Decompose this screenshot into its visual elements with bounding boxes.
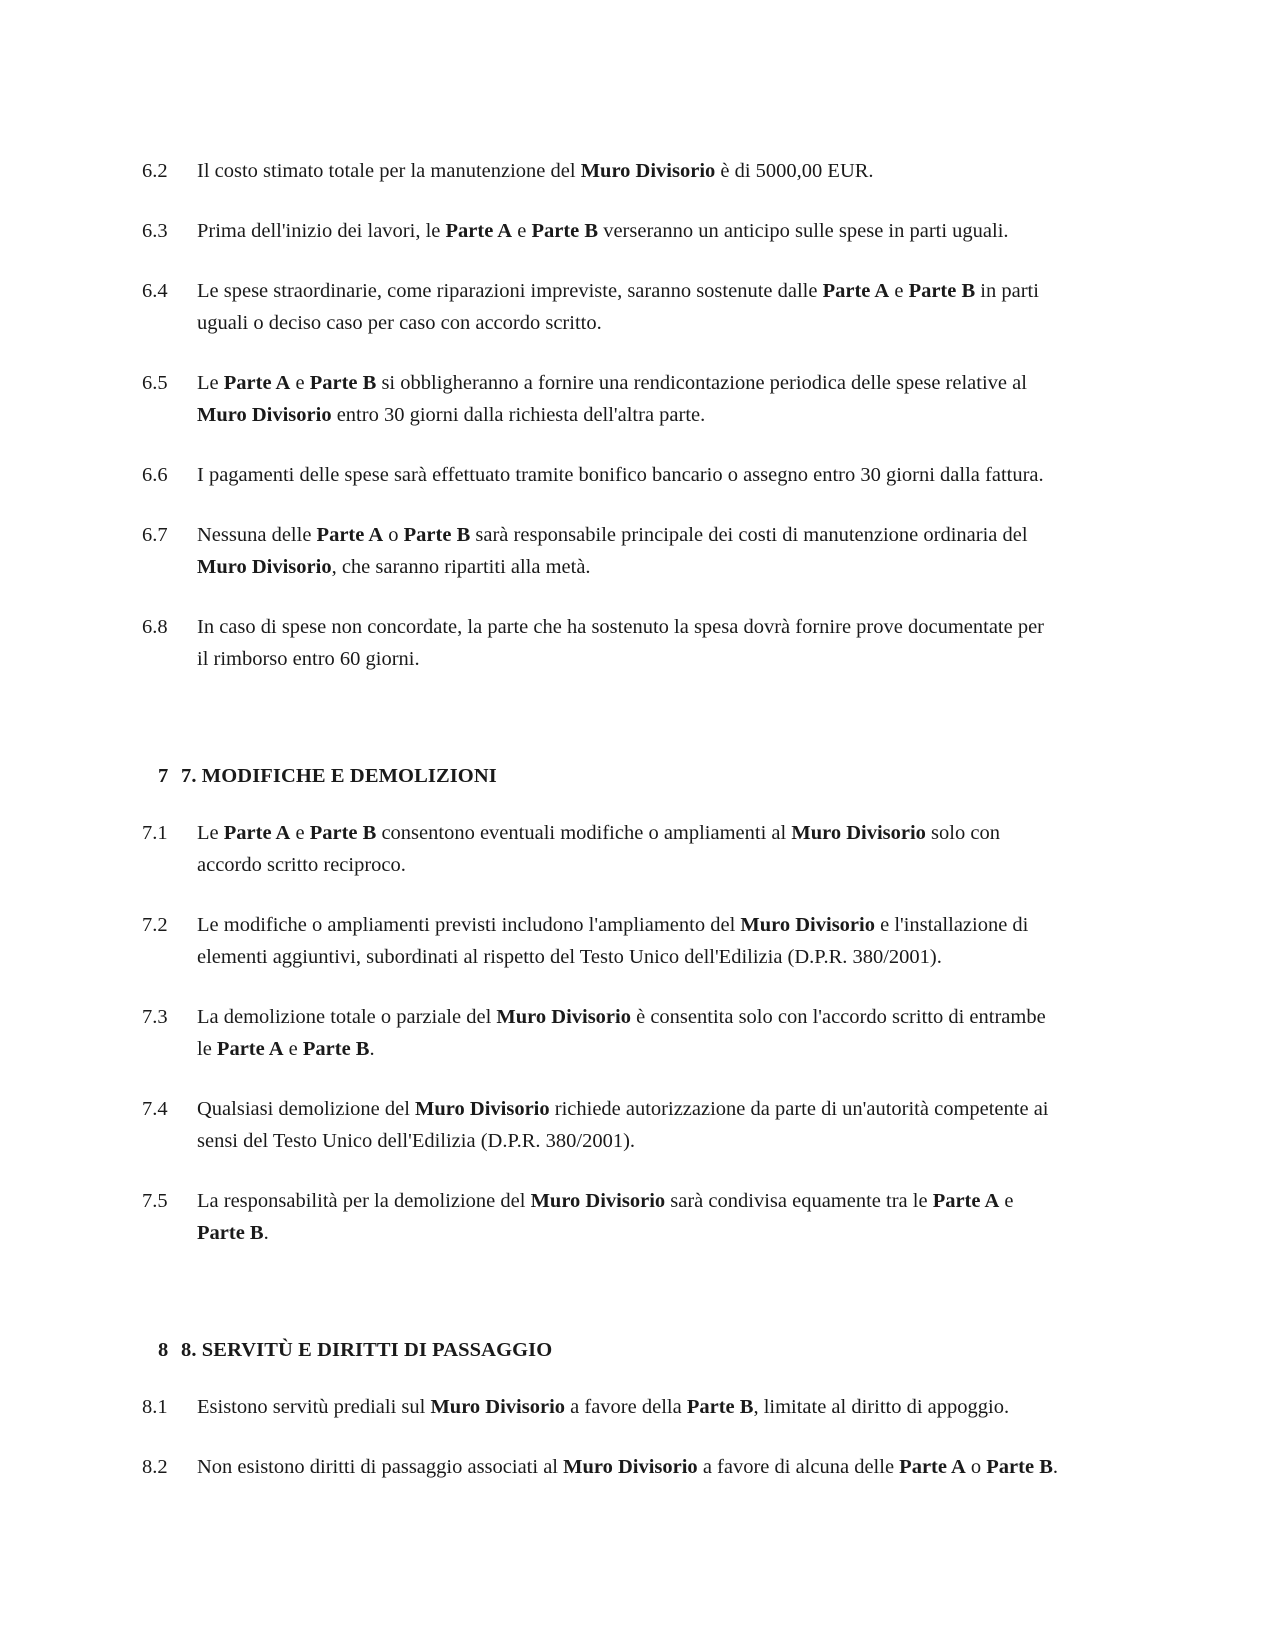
section-spacer xyxy=(142,1277,1060,1335)
clause-text-run: Il costo stimato totale per la manutenzione del xyxy=(197,160,581,182)
clause-text-run: e xyxy=(283,1038,303,1060)
clause-text-run: Le xyxy=(197,372,224,394)
clause-text-run: in parti uguali o deciso caso per caso con accordo scritto. xyxy=(197,280,1039,334)
clause-text-run: Le modifiche o ampliamenti previsti includono l'ampliamento del xyxy=(197,914,741,936)
defined-term: Muro Divisorio xyxy=(563,1456,698,1478)
clause-text-run: e l'installazione di elementi aggiuntivi, subordinati al rispetto del Testo Unico dell'Edilizia (D.P.R. 380/2001). xyxy=(197,914,1029,968)
clause-text-run: , limitate al diritto di appoggio. xyxy=(753,1396,1010,1418)
clause-text xyxy=(197,275,1060,339)
clause-text-run: si obbligheranno a fornire una rendicontazione periodica delle spese relative al xyxy=(376,372,1027,394)
clause-row xyxy=(142,1093,1060,1157)
clause-number: 6.3 xyxy=(142,220,168,242)
defined-term: Parte A xyxy=(216,1038,284,1060)
clause-text-run: e xyxy=(889,280,909,302)
defined-term: Parte B xyxy=(908,280,976,302)
clause-text xyxy=(197,155,1060,187)
clause-number: 7.4 xyxy=(142,1098,168,1120)
defined-term: Parte B xyxy=(986,1456,1053,1478)
clause-text-run: a favore di alcuna delle xyxy=(697,1456,900,1478)
defined-term: Muro Divisorio xyxy=(530,1190,666,1212)
section-spacer xyxy=(142,703,1060,761)
clause-text-run: Nessuna delle xyxy=(197,524,317,546)
clause-row xyxy=(142,611,1060,675)
clause-text-run: e xyxy=(290,822,310,844)
defined-term: Parte A xyxy=(445,220,513,242)
defined-term: Parte A xyxy=(223,372,291,394)
clause-number: 6.2 xyxy=(142,160,168,182)
defined-term: Parte B xyxy=(309,822,377,844)
defined-term: Muro Divisorio xyxy=(197,556,332,578)
clause-text-run: Le xyxy=(197,822,224,844)
clause-text-run: e xyxy=(999,1190,1014,1212)
clause-text-run: o xyxy=(965,1456,987,1478)
clause-text xyxy=(197,215,1060,247)
document-body xyxy=(142,155,1060,1483)
defined-term: Parte B xyxy=(197,1222,264,1244)
clause-number: 8.2 xyxy=(142,1456,168,1478)
clause-row xyxy=(142,1451,1060,1483)
clause-text-run: sarà condivisa equamente tra le xyxy=(665,1190,933,1212)
defined-term: Parte B xyxy=(531,220,599,242)
clause-number: 8.1 xyxy=(142,1396,168,1418)
clause-text xyxy=(197,1391,1060,1423)
clause-text-run: La demolizione totale o parziale del xyxy=(197,1006,497,1028)
clause-text xyxy=(197,1001,1060,1065)
section-heading-title: 7. MODIFICHE E DEMOLIZIONI xyxy=(181,765,497,787)
clause-text-run: richiede autorizzazione da parte di un'autorità competente ai sensi del Testo Unico dell'Edilizia (D.P.R. 380/2001). xyxy=(197,1098,1049,1152)
clause-row xyxy=(142,155,1060,187)
clause-row xyxy=(142,909,1060,973)
clause-text-run: a favore della xyxy=(565,1396,687,1418)
clause-text-run: , che saranno ripartiti alla metà. xyxy=(331,556,591,578)
section-heading-number: 7 xyxy=(158,765,169,787)
clause-number: 7.3 xyxy=(142,1006,168,1028)
section-heading xyxy=(142,761,1060,791)
clause-text-run: e xyxy=(512,220,532,242)
section-heading-number: 8 xyxy=(158,1339,169,1361)
clause-row xyxy=(142,215,1060,247)
defined-term: Muro Divisorio xyxy=(415,1098,550,1120)
clause-row xyxy=(142,1391,1060,1423)
defined-term: Parte A xyxy=(316,524,384,546)
defined-term: Parte B xyxy=(309,372,377,394)
clause-number: 7.1 xyxy=(142,822,168,844)
clause-text-run: La responsabilità per la demolizione del xyxy=(197,1190,531,1212)
clause-number: 6.8 xyxy=(142,616,168,638)
clause-text-run: . xyxy=(369,1038,375,1060)
clause-text-run: solo con accordo scritto reciproco. xyxy=(197,822,1000,876)
defined-term: Parte B xyxy=(403,524,471,546)
clause-text xyxy=(197,519,1060,583)
clause-text xyxy=(197,459,1060,491)
defined-term: Muro Divisorio xyxy=(740,914,875,936)
clause-text-run: Non esistono diritti di passaggio associati al xyxy=(197,1456,564,1478)
clause-row xyxy=(142,1185,1060,1249)
clause-text-run: In caso di spese non concordate, la parte che ha sostenuto la spesa dovrà fornire prove documentate per il rimborso entro 60 giorni. xyxy=(197,616,1045,670)
defined-term: Parte A xyxy=(822,280,890,302)
clause-text-run: . xyxy=(1052,1456,1059,1478)
clause-text-run: o xyxy=(383,524,404,546)
defined-term: Parte B xyxy=(302,1038,370,1060)
defined-term: Parte A xyxy=(899,1456,966,1478)
clause-number: 7.5 xyxy=(142,1190,168,1212)
clause-text-run: e xyxy=(290,372,310,394)
defined-term: Parte A xyxy=(223,822,291,844)
clause-text xyxy=(197,367,1060,431)
clause-number: 6.7 xyxy=(142,524,168,546)
section-heading-title: 8. SERVITÙ E DIRITTI DI PASSAGGIO xyxy=(181,1339,553,1361)
clause-text-run: Esistono servitù prediali sul xyxy=(197,1396,431,1418)
clause-number: 7.2 xyxy=(142,914,168,936)
clause-text xyxy=(197,1451,1060,1483)
defined-term: Muro Divisorio xyxy=(580,160,716,182)
clause-text xyxy=(197,1185,1060,1249)
defined-term: Muro Divisorio xyxy=(791,822,926,844)
clause-row xyxy=(142,367,1060,431)
defined-term: Muro Divisorio xyxy=(197,404,332,426)
clause-row xyxy=(142,1001,1060,1065)
clause-text-run: . xyxy=(263,1222,269,1244)
clause-row xyxy=(142,275,1060,339)
clause-text-run: verseranno un anticipo sulle spese in parti uguali. xyxy=(598,220,1009,242)
clause-row xyxy=(142,459,1060,491)
clause-row xyxy=(142,817,1060,881)
clause-text-run: consentono eventuali modifiche o ampliamenti al xyxy=(376,822,792,844)
clause-text xyxy=(197,909,1060,973)
clause-text-run: entro 30 giorni dalla richiesta dell'altra parte. xyxy=(331,404,706,426)
clause-text xyxy=(197,817,1060,881)
clause-text-run: sarà responsabile principale dei costi di manutenzione ordinaria del xyxy=(470,524,1028,546)
clause-text xyxy=(197,1093,1060,1157)
defined-term: Muro Divisorio xyxy=(430,1396,566,1418)
clause-text-run: Prima dell'inizio dei lavori, le xyxy=(197,220,446,242)
clause-text-run: Le spese straordinarie, come riparazioni impreviste, saranno sostenute dalle xyxy=(197,280,823,302)
clause-row xyxy=(142,519,1060,583)
defined-term: Parte B xyxy=(686,1396,754,1418)
section-heading xyxy=(142,1335,1060,1365)
clause-text-run: è di 5000,00 EUR. xyxy=(715,160,874,182)
defined-term: Muro Divisorio xyxy=(496,1006,631,1028)
clause-text-run: I pagamenti delle spese sarà effettuato tramite bonifico bancario o assegno entro 30 giorni dalla fattura. xyxy=(197,464,1044,486)
clause-text xyxy=(197,611,1060,675)
defined-term: Parte A xyxy=(932,1190,1000,1212)
clause-number: 6.5 xyxy=(142,372,168,394)
clause-text-run: Qualsiasi demolizione del xyxy=(197,1098,416,1120)
clause-number: 6.6 xyxy=(142,464,168,486)
clause-number: 6.4 xyxy=(142,280,168,302)
clause-text-run: è consentita solo con l'accordo scritto di entrambe le xyxy=(197,1006,1046,1060)
